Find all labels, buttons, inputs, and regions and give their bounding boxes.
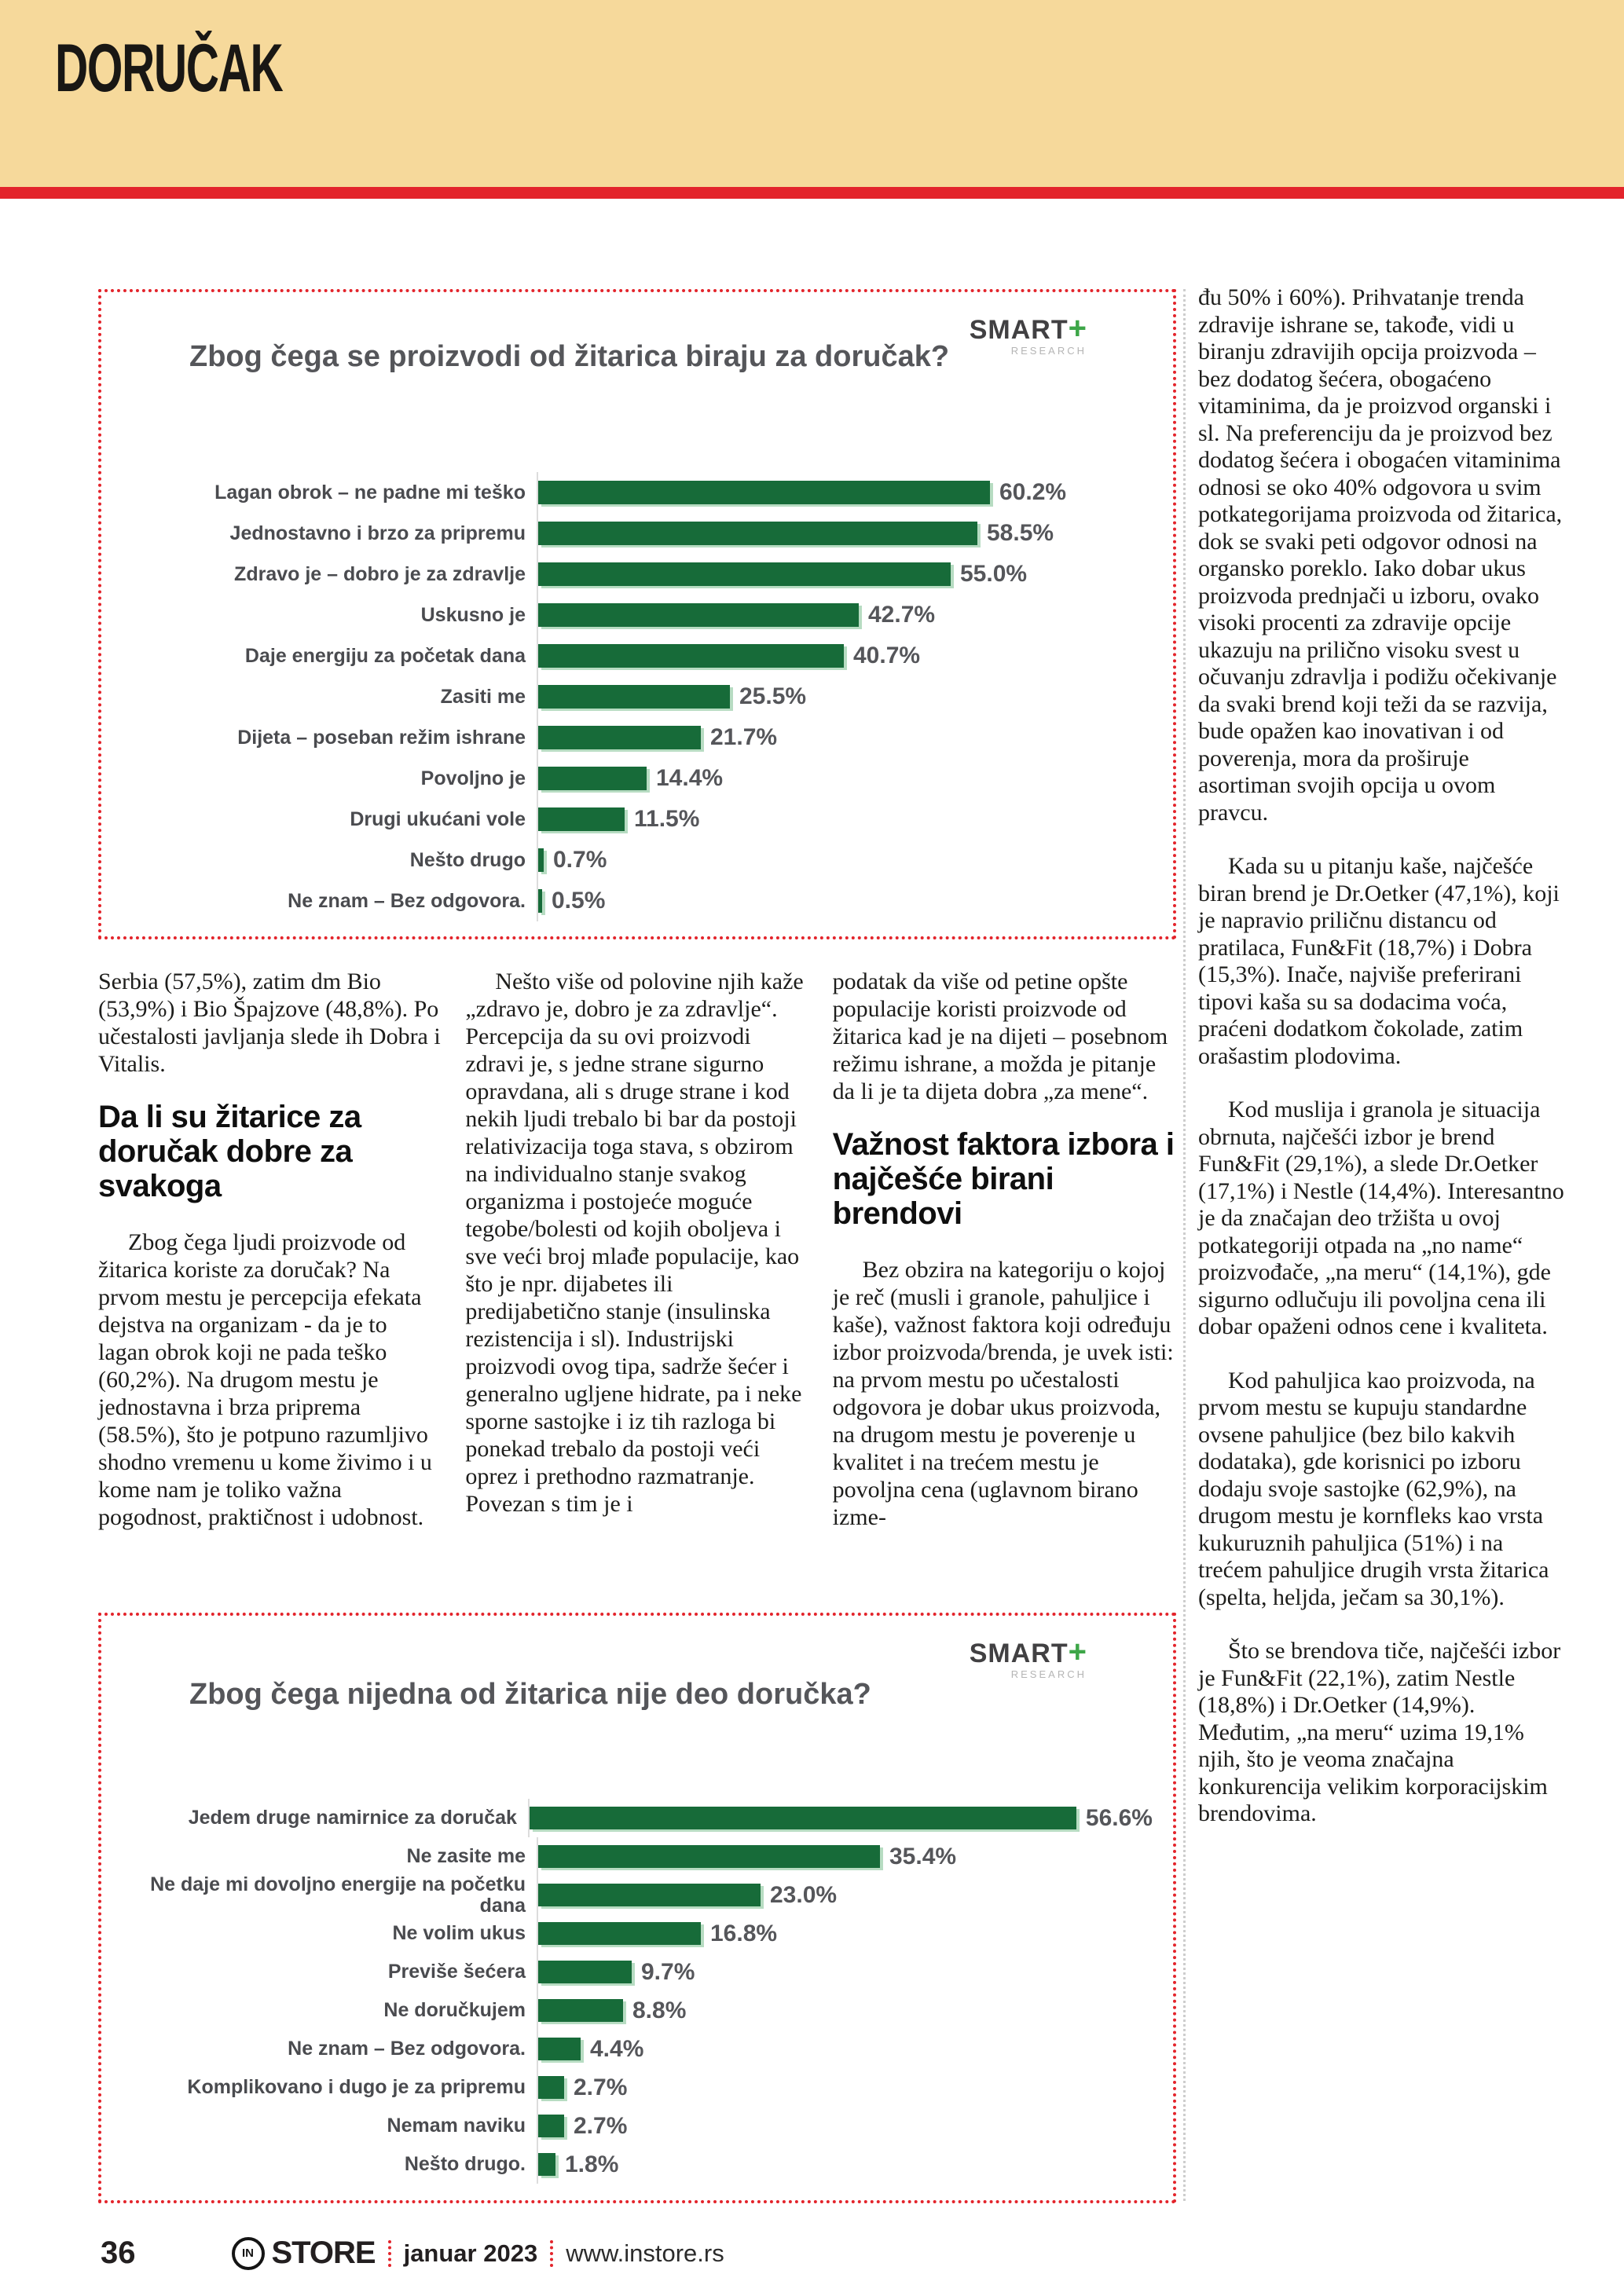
bar-track (537, 1953, 1153, 1991)
website-url: www.instore.rs (566, 2239, 724, 2267)
bar (538, 1884, 761, 1906)
bar-value-label: 56.6% (1085, 1804, 1153, 1831)
section-heading: Važnost faktora izbora i najčešće birani brendovi (832, 1127, 1175, 1231)
instore-logo (232, 2236, 376, 2271)
bar-row (122, 1799, 1153, 1837)
bar-track (537, 1991, 1153, 2030)
plus-icon: + (1068, 1635, 1087, 1669)
bar-value-label: 4.4% (590, 2035, 644, 2062)
bar (538, 1999, 623, 2022)
bar-value-label: 42.7% (868, 602, 936, 628)
smart-logo-subtext: RESEARCH (1010, 345, 1087, 357)
footer-separator (388, 2240, 391, 2267)
bar-category-label: Zdravo je – dobro je za zdravlje (234, 562, 526, 585)
instore-logo-text: STORE (271, 2236, 376, 2270)
body-paragraph: Zbog čega ljudi proizvode od žitarica koriste za doručak? Na prvom mestu je percepcija efekata dejstva na organizam - da je to lagan obrok koji ne pada teško (60,2%). Na drugom mestu je jednostavna i brza priprema (58.5%), što je potpuno razumljivo shodno vremenu u kome živimo i u kome nam je toliko važna pogodnost, praktičnost i udobnost. (98, 1229, 432, 1530)
article-column-2 (465, 968, 808, 1531)
body-paragraph: Serbia (57,5%), zatim dm Bio (53,9%) i Bio Špajzove (48,8%). Po učestalosti javljanja slede ih Dobra i Vitalis. (98, 969, 441, 1077)
bar (538, 2153, 555, 2176)
article-column-1 (98, 968, 442, 1531)
bar-value-label: 58.5% (987, 520, 1054, 546)
bar-track (537, 554, 1153, 595)
bar (538, 1922, 701, 1945)
bar-row (122, 2107, 1153, 2145)
bar-track (537, 717, 1153, 758)
bar-row (122, 840, 1153, 881)
bar-category-label: Povoljno je (420, 767, 526, 789)
bar-value-label: 9.7% (641, 1958, 695, 1985)
bar (538, 2038, 581, 2060)
body-paragraph: Nešto više od polovine njih kaže „zdravo je, dobro je za zdravlje“. Percepcija da su ovi proizvodi zdravi je, s jedne strane sigurno opravdana, ali s druge strane i kod nekih ljudi trebalo bi bar da postoji relativizacija toga stava, s obzirom na individualno stanje svakog organizma i postojeće moguće tegobe/bolesti od kojih oboljeva i sve veći broj mlađe populacije, kao što je npr. dijabetes ili predijabetično stanje (insulinska rezistencija i sl). Industrijski proizvodi ovog tipa, sadrže šećer i generalno ugljene hidrate, pa i neke sporne sastojke i iz tih razloga bi ponekad trebalo da postoji veći oprez i prethodno razmatranje. Povezan s tim je i (465, 969, 804, 1517)
bar (538, 522, 977, 545)
chart-box-breakfast-reasons (98, 289, 1176, 939)
bar-value-label: 16.8% (710, 1920, 778, 1946)
bar-track (537, 2107, 1153, 2145)
bar-category-label: Komplikovano i dugo je za pripremu (187, 2076, 526, 2099)
body-paragraph: đu 50% i 60%). Prihvatanje trenda zdravije ishrane se, takođe, vidi u biranju zdravijih opcija proizvoda – bez dodatog šećera, obogaćeno vitaminima, da je proizvod organski i sl. Na preferenciju da je proizvod bez dodatog šećera i obogaćen vitaminima odnosi se oko 40% odgovora u svim potkategorijama proizvoda od žitarica, dok se svaki peti odgovor odnosi na organsko poreklo. Iako dobar ukus proizvoda prednjači u izboru, ovako visoki procenti za zdravije opcije ukazuju na prilično visoku svest u očuvanju zdravlja i podižu očekivanje da svaki brend koji teži da se razvija, bude opažen kao inovativan i od poverenja, mora da proširuje asortiman svojih opcija u ovom pravcu. (1198, 284, 1563, 826)
bar-track (537, 799, 1153, 840)
smart-research-logo (970, 1636, 1087, 1679)
bar-category-label: Nešto drugo (409, 848, 526, 871)
body-paragraph: Što se brendova tiče, najčešći izbor je Fun&Fit (22,1%), zatim Nestle (18,8%) i Dr.Oetker (14,9%). Međutim, „na meru“ uzima 19,1% njih, što je veoma značajna konkurencija velikim korporacijskim brendovima. (1198, 1638, 1561, 1826)
bar-value-label: 25.5% (739, 683, 807, 709)
footer-separator (550, 2240, 553, 2267)
bar (538, 1961, 632, 1983)
bar-row (122, 1953, 1153, 1991)
body-paragraph: podatak da više od petine opšte populacije koristi proizvode od žitarica kad je na dijeti – posebnom režimu ishrane, a možda je pitanje da li je ta dijeta dobra „za mene“. (832, 969, 1168, 1104)
bar-track (537, 1837, 1153, 1876)
bar (538, 562, 951, 586)
article-column-3 (833, 968, 1176, 1531)
bar-row (122, 2030, 1153, 2068)
bar-category-label: Ne volim ukus (392, 1922, 526, 1945)
bar-value-label: 11.5% (634, 806, 700, 832)
bar (530, 1807, 1076, 1829)
bar-track (537, 595, 1153, 635)
bar (538, 889, 542, 913)
header-red-stripe (0, 187, 1624, 199)
bar (538, 644, 844, 668)
body-paragraph: Kada su u pitanju kaše, najčešće biran brend je Dr.Oetker (47,1%), koji je napravio priličnu distancu od pratilaca, Fun&Fit (18,7%) i Dobra (15,3%). Inače, najviše preferirani tipovi kaša su sa dodacima voća, praćeni dodatkom čokolade, zatim orašastim plodovima. (1198, 853, 1560, 1069)
bar-category-label: Ne daje mi dovoljno energije na početku dana (150, 1873, 526, 1917)
bar-row (122, 554, 1153, 595)
bar-value-label: 55.0% (960, 561, 1028, 587)
bar-category-label: Jednostavno i brzo za pripremu (229, 522, 526, 544)
column-divider (1183, 289, 1186, 2201)
bar-track (537, 2030, 1153, 2068)
smart-research-logo (970, 313, 1087, 356)
body-paragraph: Bez obzira na kategoriju o kojoj je reč (musli i granole, pahuljice i kaše), važnost faktora koji određuju izbor proizvoda/brenda, je uvek isti: na prvom mestu po učestalosti odgovora je dobar ukus proizvoda, na drugom mestu je poverenje u kvalitet i na trećem mestu je povoljna cena (uglavnom birano izme- (832, 1257, 1174, 1530)
bar (538, 726, 701, 749)
bar-row (122, 1914, 1153, 1953)
bar-value-label: 35.4% (889, 1843, 957, 1869)
right-column (1198, 284, 1567, 1828)
chart-title: Zbog čega nijedna od žitarica nije deo doručka? (189, 1678, 871, 1711)
bar (538, 685, 730, 709)
chart-box-no-cereal-reasons (98, 1613, 1176, 2203)
bar-row (122, 2145, 1153, 2184)
bar-row (122, 513, 1153, 554)
bar-row (122, 1873, 1153, 1917)
bar-value-label: 0.5% (552, 888, 606, 914)
bar-category-label: Ne zasite me (406, 1845, 526, 1868)
bar-category-label: Dijeta – poseban režim ishrane (237, 726, 526, 749)
bar-category-label: Uskusno je (420, 603, 526, 626)
bar-track (537, 2068, 1153, 2107)
bar-track (537, 513, 1153, 554)
bar-chart (122, 472, 1153, 921)
bar-value-label: 1.8% (565, 2151, 619, 2177)
bar-row (122, 717, 1153, 758)
bar-track (537, 472, 1153, 513)
plus-icon: + (1068, 311, 1087, 346)
section-heading: Da li su žitarice za doručak dobre za svakoga (98, 1100, 361, 1203)
bar-category-label: Nešto drugo. (404, 2153, 526, 2176)
bar-value-label: 23.0% (770, 1881, 838, 1908)
bar-row (122, 2068, 1153, 2107)
bar (538, 481, 990, 504)
bar-value-label: 2.7% (574, 2074, 628, 2100)
bar-row (122, 799, 1153, 840)
bar-row (122, 1991, 1153, 2030)
page-header (0, 0, 1624, 187)
bar-row (122, 635, 1153, 676)
bar-track (537, 635, 1153, 676)
page-footer (101, 2236, 724, 2271)
bar-category-label: Ne doručkujem (383, 1999, 526, 2022)
bar-value-label: 60.2% (999, 479, 1067, 505)
smart-logo-text: SMART (969, 315, 1069, 345)
bar-category-label: Jedem druge namirnice za doručak (188, 1807, 517, 1829)
bar-row (122, 881, 1153, 921)
bar-category-label: Lagan obrok – ne padne mi teško (214, 481, 526, 504)
bar-category-label: Previše šećera (387, 1961, 526, 1983)
bar-value-label: 14.4% (656, 765, 724, 791)
bar-value-label: 2.7% (574, 2112, 628, 2139)
bar (538, 603, 859, 627)
bar-category-label: Ne znam – Bez odgovora. (288, 2038, 526, 2060)
body-paragraph: Kod muslija i granola je situacija obrnuta, najčešći izbor je brend Fun&Fit (29,1%), a slede Dr.Oetker (17,1%) i Nestle (14,4%). Interesantno je da značajan deo tržišta u ovoj potkategoriji otpada na „no name“ proizvođače, „na meru“ (14,1%), gde sigurno odlučuju ili povoljna cena ili dobar opaženi odnos cene i kvaliteta. (1198, 1097, 1564, 1339)
bar-track (537, 676, 1153, 717)
bar-category-label: Nemam naviku (387, 2115, 526, 2137)
bar-value-label: 0.7% (553, 847, 607, 873)
bar-category-label: Zasiti me (440, 685, 526, 708)
bar-category-label: Daje energiju za početak dana (244, 644, 526, 667)
bar (538, 848, 544, 872)
bar-row (122, 676, 1153, 717)
bar (538, 2076, 564, 2099)
chart-title: Zbog čega se proizvodi od žitarica biraju za doručak? (189, 340, 950, 373)
issue-date: januar 2023 (403, 2239, 538, 2267)
bar-row (122, 758, 1153, 799)
smart-logo-text: SMART (969, 1639, 1069, 1668)
instore-circle-icon: IN (232, 2237, 265, 2270)
bar-track (537, 1876, 1153, 1914)
bar-value-label: 21.7% (710, 724, 778, 750)
bar-row (122, 1837, 1153, 1876)
bar-category-label: Drugi ukućani vole (350, 807, 526, 830)
bar (538, 2115, 564, 2137)
bar (538, 1845, 880, 1868)
bar-track (537, 758, 1153, 799)
bar-value-label: 8.8% (632, 1997, 687, 2023)
page-title: DORUČAK (55, 31, 283, 106)
bar-track (537, 840, 1153, 881)
body-paragraph: Kod pahuljica kao proizvoda, na prvom mestu se kupuju standardne ovsene pahuljice (bez bilo kakvih dodataka), gde korisnici po izboru dodaju svoje sastojke (62,9%), na drugom mestu je kornfleks kao vrsta kukuruznih pahuljica (51%) i na trećem pahuljice drugih vrsta žitarica (spelta, heljda, ječam sa 30,1%). (1198, 1367, 1549, 1610)
bar (538, 767, 647, 790)
bar-value-label: 40.7% (853, 643, 921, 668)
bar-chart (122, 1799, 1153, 2184)
bar-row (122, 472, 1153, 513)
bar (538, 807, 625, 831)
bar-track (537, 1914, 1153, 1953)
bar-track (537, 2145, 1153, 2184)
bar-row (122, 595, 1153, 635)
smart-logo-subtext: RESEARCH (1010, 1668, 1087, 1680)
bar-track (537, 881, 1153, 921)
bar-track (528, 1799, 1153, 1837)
page-number: 36 (101, 2236, 136, 2270)
bar-category-label: Ne znam – Bez odgovora. (288, 889, 526, 912)
article-columns (98, 968, 1176, 1531)
